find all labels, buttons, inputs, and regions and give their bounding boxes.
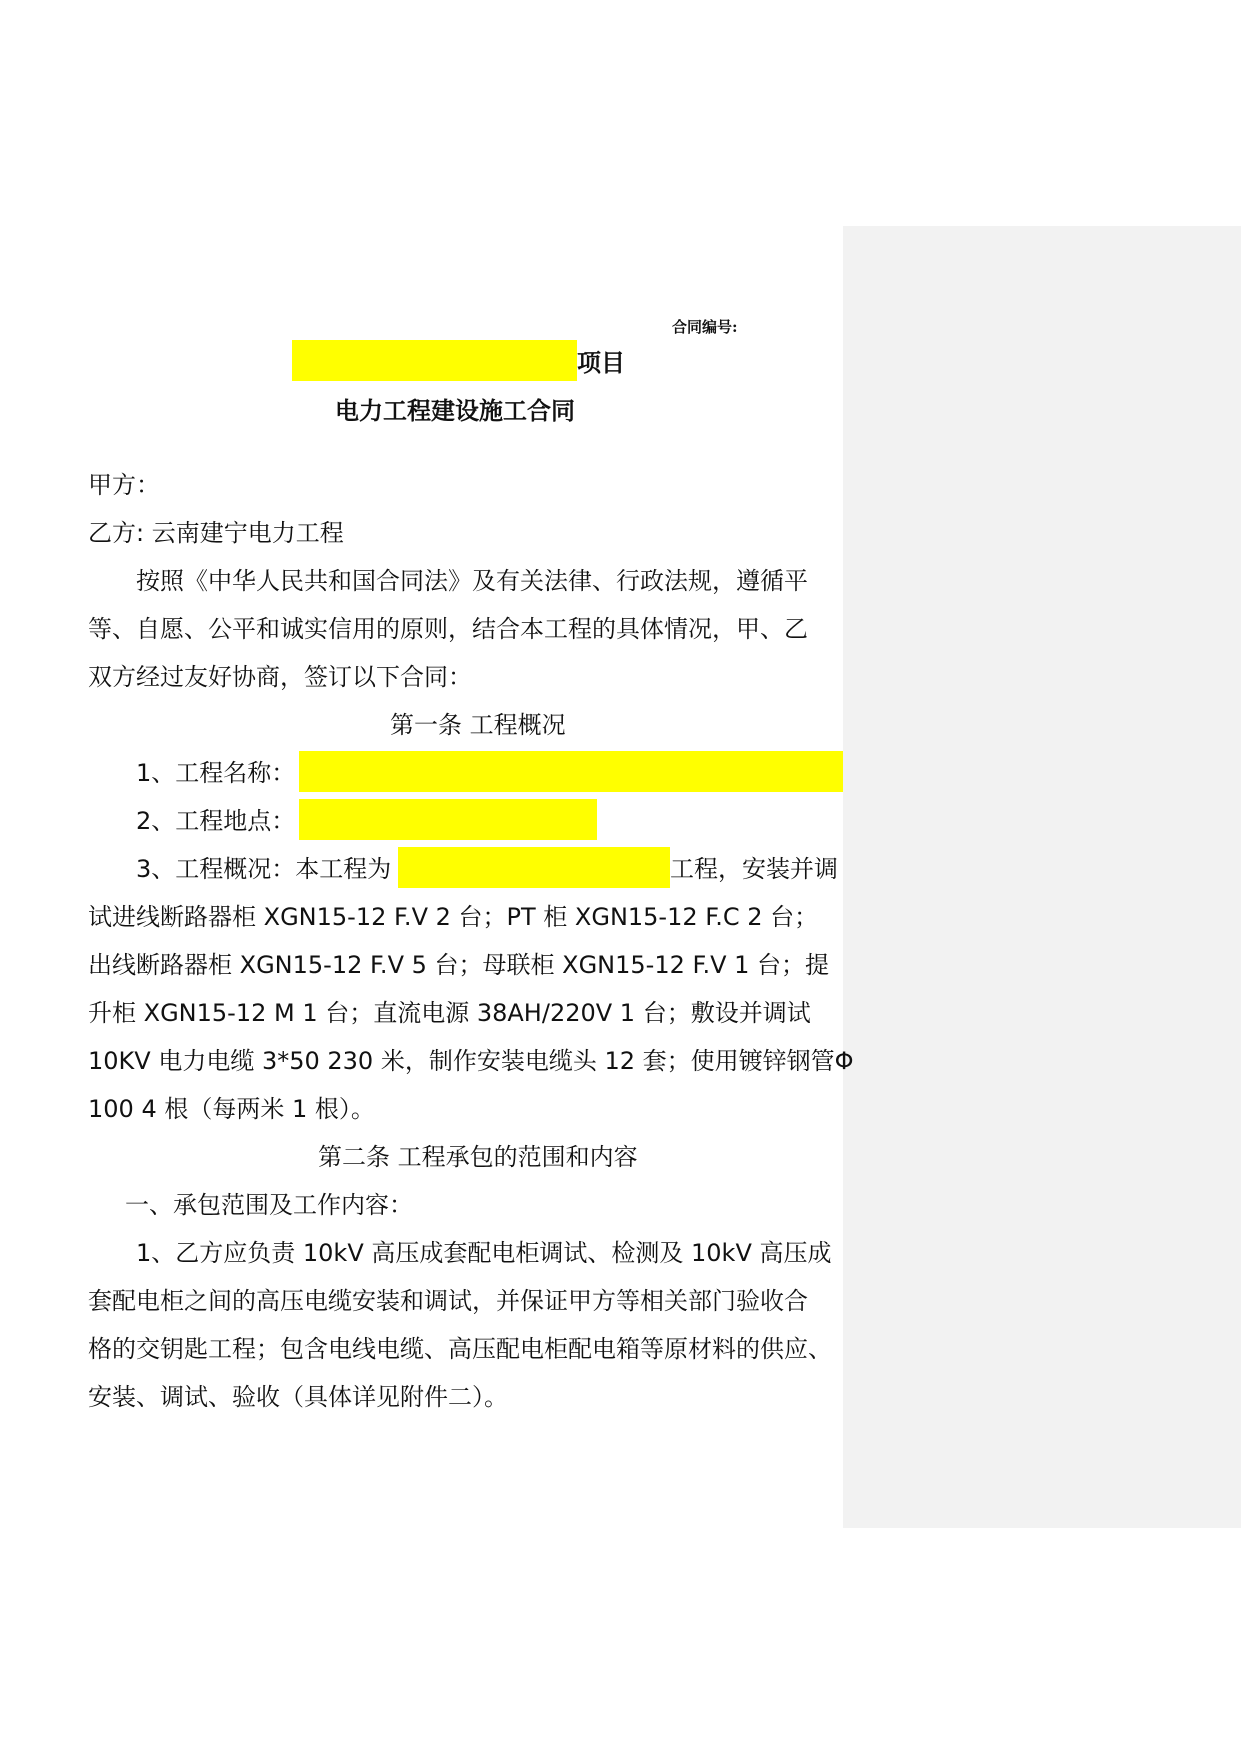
document-title: 电力工程建设施工合同	[335, 397, 575, 425]
scope-item-line-4: 安装、调试、验收（具体详见附件二）。	[88, 1383, 508, 1411]
project-name-highlight	[292, 340, 577, 381]
project-overview-suffix: 工程，安装并调	[670, 855, 838, 883]
scope-sub-heading: 一、承包范围及工作内容：	[125, 1191, 413, 1219]
project-location-field-highlight	[299, 799, 597, 840]
contract-number-label: 合同编号:	[672, 318, 738, 336]
project-name-field-highlight	[299, 751, 843, 792]
preamble-line-2: 等、自愿、公平和诚实信用的原则，结合本工程的具体情况，甲、乙	[88, 615, 808, 643]
scope-item-line-2: 套配电柜之间的高压电缆安装和调试，并保证甲方等相关部门验收合	[88, 1287, 808, 1315]
project-overview-line-1: 试进线断路器柜 XGN15-12 F.V 2 台；PT 柜 XGN15-12 F.C 2 台；	[88, 903, 819, 931]
project-overview-line-4: 10KV 电力电缆 3*50 230 米，制作安装电缆头 12 套；使用镀锌钢管Φ	[88, 1047, 854, 1075]
party-a-label: 甲方：	[88, 471, 160, 499]
party-b-label: 乙方: 云南建宁电力工程	[88, 519, 344, 547]
article-2-heading: 第二条 工程承包的范围和内容	[318, 1143, 638, 1171]
article-1-heading: 第一条 工程概况	[390, 711, 566, 739]
preamble-line-3: 双方经过友好协商，签订以下合同：	[88, 663, 472, 691]
comment-margin-panel	[843, 226, 1241, 1528]
preamble-line-1: 按照《中华人民共和国合同法》及有关法律、行政法规，遵循平	[136, 567, 808, 595]
title-suffix: 项目	[577, 349, 625, 377]
project-location-label: 2、工程地点：	[136, 807, 296, 835]
scope-item-line-3: 格的交钥匙工程；包含电线电缆、高压配电柜配电箱等原材料的供应、	[88, 1335, 832, 1363]
project-overview-line-3: 升柜 XGN15-12 M 1 台；直流电源 38AH/220V 1 台；敷设并调试	[88, 999, 811, 1027]
project-overview-line-5: 100 4 根（每两米 1 根）。	[88, 1095, 375, 1123]
project-type-highlight	[398, 847, 670, 888]
project-overview-line-2: 出线断路器柜 XGN15-12 F.V 5 台；母联柜 XGN15-12 F.V 1 台；提	[88, 951, 830, 979]
scope-item-line-1: 1、乙方应负责 10kV 高压成套配电柜调试、检测及 10kV 高压成	[136, 1239, 832, 1267]
project-overview-prefix: 3、工程概况：本工程为	[136, 855, 392, 883]
project-name-label: 1、工程名称：	[136, 759, 296, 787]
